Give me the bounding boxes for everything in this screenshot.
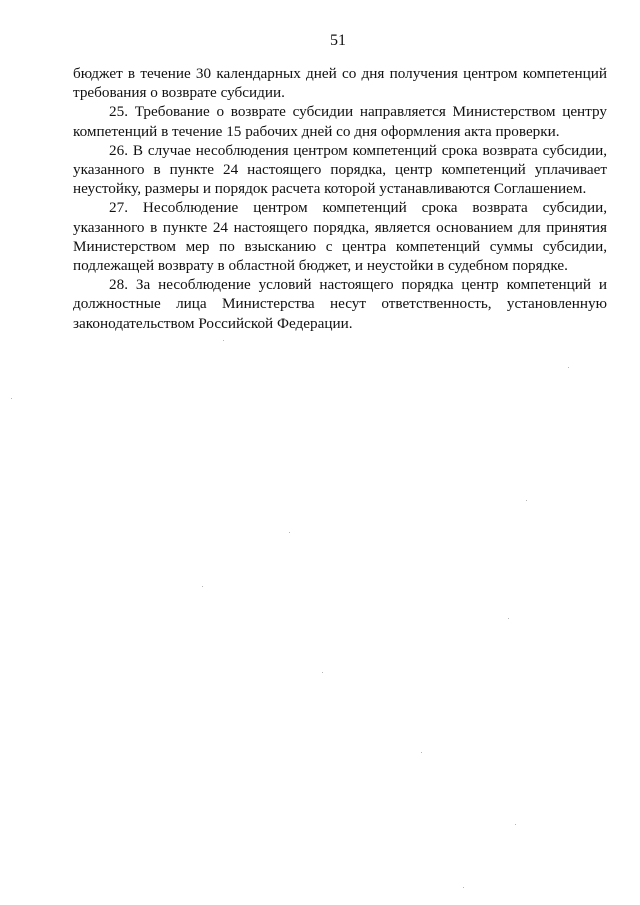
scan-speck — [322, 672, 323, 673]
page-number: 51 — [330, 32, 346, 49]
scan-speck — [568, 367, 569, 368]
scan-speck — [526, 500, 527, 501]
document-body — [73, 64, 607, 333]
scan-speck — [515, 824, 516, 825]
paragraph-27: 27. Несоблюдение центром компетенций срока возврата субсидии, указанного в пункте 24 настоящего порядка, является основанием для принятия Министерством мер по взысканию с центра компетенций суммы субсидии, подлежащей возврату в областной бюджет, и неустойки в судебном порядке. — [73, 199, 607, 275]
scan-speck — [223, 340, 224, 341]
scan-speck — [421, 752, 422, 753]
scan-speck — [508, 618, 509, 619]
paragraph-continuation: бюджет в течение 30 календарных дней со дня получения центром компетенций требования о возврате субсидии. — [73, 65, 607, 102]
scan-speck — [202, 586, 203, 587]
scan-speck — [289, 532, 290, 533]
scan-speck — [11, 398, 12, 399]
paragraph-28: 28. За несоблюдение условий настоящего порядка центр компетенций и должностные лица Министерства несут ответственность, установленную законодательством Российской Федерации. — [73, 276, 607, 332]
paragraph-25: 25. Требование о возврате субсидии направляется Министерством центру компетенций в течение 15 рабочих дней со дня оформления акта проверки. — [73, 103, 607, 140]
scan-speck — [463, 887, 464, 888]
paragraph-26: 26. В случае несоблюдения центром компетенций срока возврата субсидии, указанного в пункте 24 настоящего порядка, центр компетенций уплачивает неустойку, размеры и порядок расчета которой устанавливаются Соглашением. — [73, 141, 607, 198]
